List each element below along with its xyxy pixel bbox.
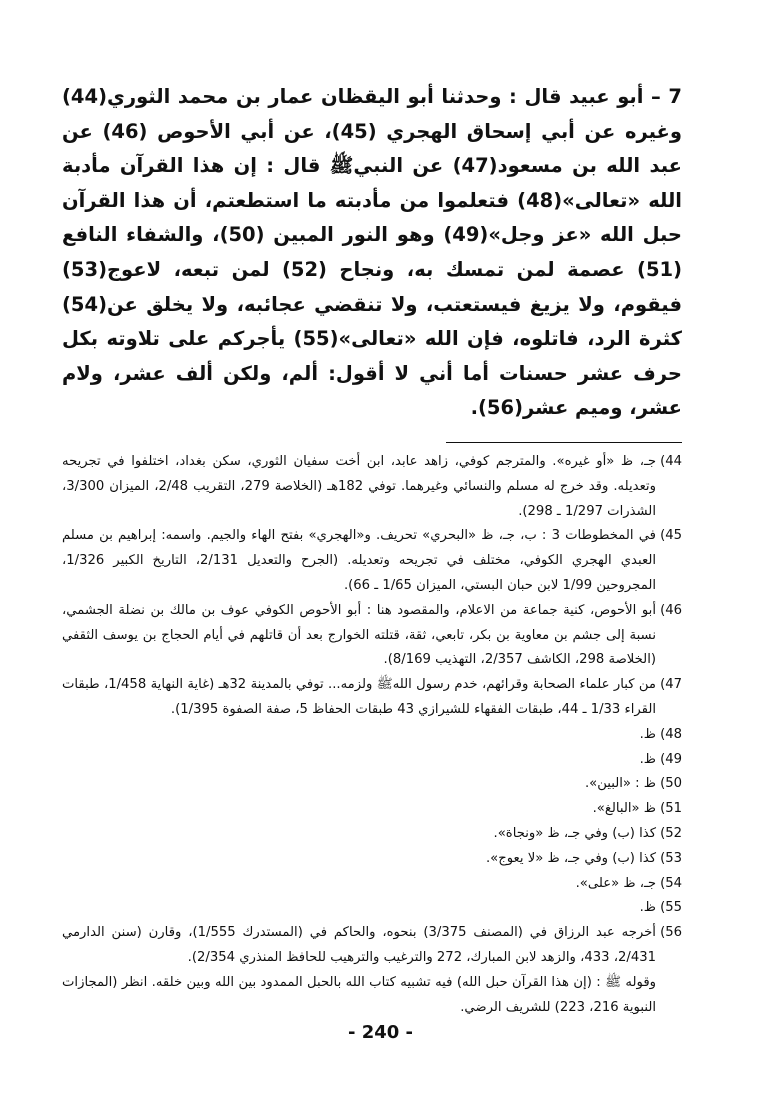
main-text-block: [62, 80, 682, 426]
page-body: [62, 80, 683, 1015]
footnote-text: جـ، ظ «أو غيره». والمترجم كوفي، زاهد عابد، ابن أخت سفيان الثوري، سكن بغداد، اختلفوا في تجريحه وتعديله. وقد خرج له مسلم والنسائي وغيرهما. توفي 182هـ (الخلاصة 279، التقريب 2/48، الميزان 3/300، الشذرات 1/297 ـ 298).: [62, 454, 656, 519]
footnote-number: 53): [660, 850, 682, 866]
page-number: - 240 -: [347, 1022, 414, 1043]
footnote-number: 49): [660, 751, 682, 767]
footnote-45: [62, 524, 682, 598]
footnote-number: 56): [660, 925, 682, 941]
footnote-text: من كبار علماء الصحابة وقرائهم، خدم رسول اللهﷺ ولزمه... توفي بالمدينة 32هـ (غاية النهاية 1/458، طبقات القراء 1/33 ـ 44، طبقات الفقهاء للشيرازي 43 طبقات الحفاظ 5، صفة الصفوة 1/395).: [62, 677, 656, 717]
footnotes: [62, 450, 682, 1020]
footnote-text: ظ.: [639, 900, 656, 916]
main-paragraph: 7 – أبو عبيد قال : وحدثنا أبو اليقظان عمار بن محمد الثوري(44) وغيره عن أبي إسحاق الهجري (45)، عن أبي الأحوص (46) عن عبد الله بن مسعود(47) عن النبيﷺ قال : إن هذا القرآن مأدبة الله «تعالى»(48) فتعلموا من مأدبته ما استطعتم، أن هذا القرآن حبل الله «عز وجل»(49) وهو النور المبين (50)، والشفاء النافع (51) عصمة لمن تمسك به، ونجاح (52) لمن تبعه، لاعوج(53) فيقوم، ولا يزيغ فيستعتب، ولا تنقضي عجائبه، ولا يخلق عن(54) كثرة الرد، فاتلوه، فإن الله «تعالى»(55) يأجركم على تلاوته بكل حرف عشر حسنات أما أني لا أقول: ألم، ولكن ألف عشر، ولام عشر، وميم عشر(56).: [62, 85, 683, 420]
footnote-text: ظ.: [639, 751, 656, 767]
footnote-44: [62, 450, 682, 524]
footnote-text: كذا (ب) وفي جـ، ظ «ونجاة».: [493, 825, 656, 841]
footnote-number: 52): [660, 825, 682, 841]
footnote-text: ظ «البالغ».: [592, 801, 656, 817]
footnote-number: 44): [660, 454, 682, 469]
footnote-continuation: وقوله ﷺ : (إن هذا القرآن حبل الله) فيه تشبيه كتاب الله بالحبل الممدود بين الله وبين خلقه. انظر (المجازات النبوية 216، 223) للشريف الرضي.: [62, 974, 656, 1015]
footnote-text: ظ : «البين».: [584, 776, 656, 792]
footnote-number: 48): [660, 726, 682, 742]
footnote-separator: [446, 442, 682, 443]
footnote-text: كذا (ب) وفي جـ، ظ «لا يعوج».: [485, 850, 656, 866]
footnote-48: [62, 723, 682, 748]
footnote-text: في المخطوطات 3 : ب، جـ، ظ «البحري» تحريف. و«الهجري» بفتح الهاء والجيم. واسمه: إبراهيم بن مسلم العبدي الهجري الكوفي، مختلف في تجريحه وتعديله. (الجرح والتعديل 2/131، التاريخ الكبير 1/326، المجروحين 1/99 لابن حبان البستي، الميزان 1/65 ـ 66).: [62, 528, 656, 593]
footnote-number: 55): [660, 900, 682, 916]
footnote-text: أخرجه عبد الرزاق في (المصنف 3/375) بنحوه، والحاكم في (المستدرك 1/555)، وقارن (سنن الدارمي 2/431، 433، والزهد لابن المبارك، 272 والترغيب والترهيب للحافظ المنذري 2/354).: [62, 925, 656, 965]
footnote-46: [62, 599, 682, 673]
footnote-text: جـ، ظ «على».: [575, 875, 656, 891]
footnote-56: [62, 921, 682, 1020]
footnote-49: [62, 748, 682, 773]
footnote-text: ظ.: [639, 726, 656, 742]
footnote-number: 46): [660, 602, 682, 618]
footnote-text: أبو الأحوص، كنية جماعة من الاعلام، والمقصود هنا : أبو الأحوص الكوفي عوف بن مالك بن نضلة الجشمي، نسبة إلى جشم بن معاوية بن بكر، تابعي، ثقة، قتلته الخوارج بعد أن قاتلهم في أيام الحجاج بن يوسف الثقفي (الخلاصة 298، الكاشف 2/357، التهذيب 8/169).: [62, 602, 656, 668]
footnote-50: [62, 772, 682, 797]
footnote-number: 54): [660, 875, 682, 891]
footnote-number: 50): [660, 776, 682, 792]
footnote-number: 47): [660, 677, 682, 693]
footnote-53: [62, 847, 682, 872]
footnote-number: 51): [660, 801, 682, 817]
footnote-number: 45): [660, 528, 682, 544]
footnote-55: [62, 896, 682, 921]
footnote-52: [62, 822, 682, 847]
footnote-51: [62, 797, 682, 822]
footnote-54: [62, 872, 682, 897]
footnote-47: [62, 673, 682, 723]
